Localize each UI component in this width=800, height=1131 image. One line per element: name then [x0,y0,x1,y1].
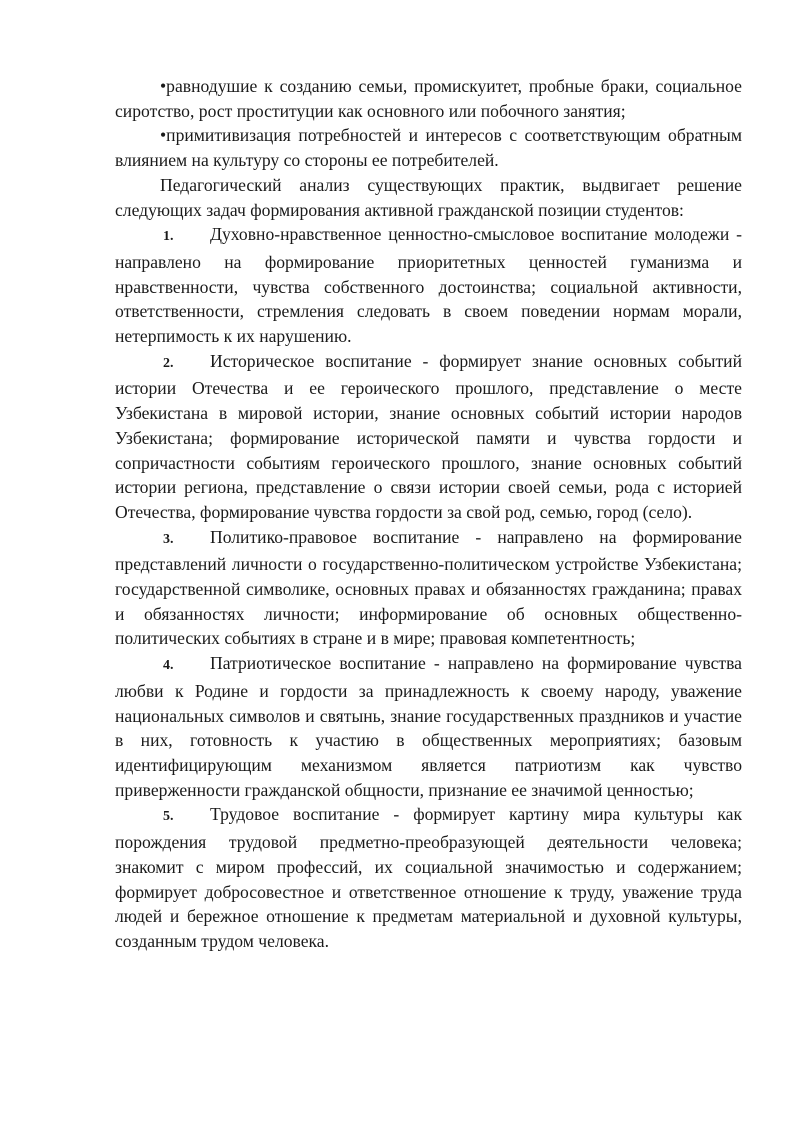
item-number: 5. [163,809,174,825]
item-text: Трудовое воспитание - формирует картину мира культуры как порождения трудовой предметно-преобразующей деятельности человека; знакомит с миром профессий, их социальной значимостью и содержанием; формирует добросовестное и ответственное отношение к труду, уважение труда людей и бережное отношение к предметам материальной и духовной культуры, созданным трудом человека. [115,804,742,951]
item-number: 2. [163,355,174,371]
item-number: 3. [163,531,174,547]
item-number: 1. [163,229,174,245]
item-number: 4. [163,658,174,674]
numbered-item-4 [115,651,742,802]
numbered-item-3 [115,525,742,652]
item-text: Политико-правовое воспитание - направлено на формирование представлений личности о государственно-политическом устройстве Узбекистана; государственной символике, основных правах и обязанностях гражданина; правах и обязанностях личности; информирование об основных общественно-политических событиях в стране и в мире; правовая компетентность; [115,526,742,649]
numbered-item-2 [115,349,742,525]
item-text: Духовно-нравственное ценностно-смысловое воспитание молодежи - направлено на формирование приоритетных ценностей гуманизма и нравственности, чувства собственного достоинства; социальной активности, ответственности, стремления следовать в своем поведении нормам морали, нетерпимость к их нарушению. [115,224,742,347]
bullet-paragraph: •примитивизация потребностей и интересов с соответствующим обратным влиянием на культуру со стороны ее потребителей. [115,125,742,171]
item-text: Историческое воспитание - формирует знание основных событий истории Отечества и ее героического прошлого, представление о месте Узбекистана в мировой истории, знание основных событий истории народов Узбекистана; формирование исторической памяти и чувства гордости и сопричастности событиям героического прошлого, знание основных событий истории региона, представление о связи истории своей семьи, рода с историей Отечества, формирование чувства гордости за свой род, семью, город (село). [115,350,742,522]
item-text: Патриотическое воспитание - направлено на формирование чувства любви к Родине и гордости за принадлежность к своему народу, уважение национальных символов и святынь, знание государственных праздников и участие в них, готовность к участию в общественных мероприятиях; базовым идентифицирующим механизмом является патриотизм как чувство приверженности гражданской общности, признание ее значимой ценностью; [115,653,742,800]
numbered-item-1 [115,222,742,349]
intro-paragraph: Педагогический анализ существующих практик, выдвигает решение следующих задач формирования активной гражданской позиции студентов: [115,174,742,220]
bullet-paragraph: •равнодушие к созданию семьи, промискуитет, пробные браки, социальное сиротство, рост проституции как основного или побочного занятия; [115,76,742,121]
numbered-item-5 [115,802,742,953]
